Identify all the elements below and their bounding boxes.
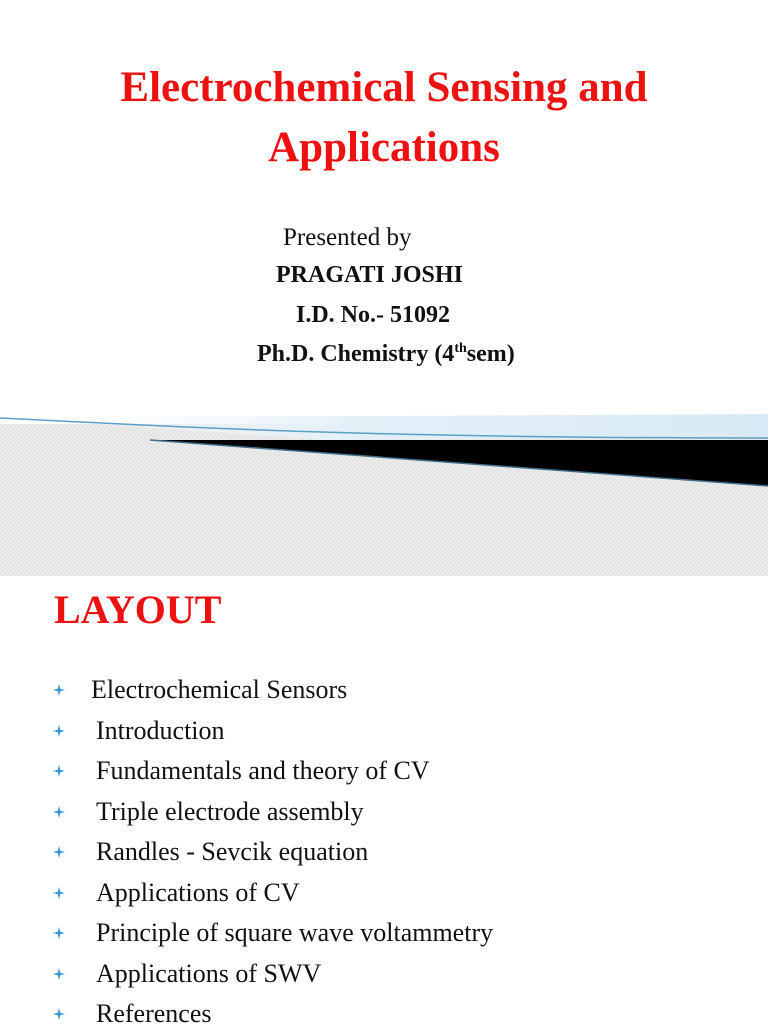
list-item-label: Applications of SWV <box>96 958 322 988</box>
list-item-label: Principle of square wave voltammetry <box>96 918 494 947</box>
list-item-label: References <box>96 999 212 1024</box>
list-item-label: Introduction <box>96 715 225 745</box>
presentation-title <box>0 58 768 178</box>
diamond-bullet-icon <box>53 1008 65 1020</box>
diamond-bullet-icon <box>53 684 65 696</box>
presenter-name: PRAGATI JOSHI <box>276 262 463 288</box>
decorative-swoosh <box>0 400 768 576</box>
layout-slide <box>0 576 768 1024</box>
program-superscript: th <box>454 341 467 356</box>
list-item-label: Triple electrode assembly <box>96 796 364 826</box>
diamond-bullet-icon <box>53 725 65 737</box>
title-line-2: Applications <box>268 124 500 171</box>
presenter-id: I.D. No.- 51092 <box>296 302 450 328</box>
list-item-label: Applications of CV <box>96 877 300 907</box>
diamond-bullet-icon <box>53 806 65 818</box>
list-item-label: Randles - Sevcik equation <box>96 837 369 866</box>
presenter-program <box>257 341 515 368</box>
title-line-1: Electrochemical Sensing and <box>120 64 648 111</box>
list-item-label: Electrochemical Sensors <box>91 675 348 704</box>
program-suffix: sem) <box>466 341 515 367</box>
program-prefix: Ph.D. Chemistry (4 <box>257 341 455 367</box>
diamond-bullet-icon <box>53 765 65 777</box>
list-item-label: Fundamentals and theory of CV <box>96 756 430 785</box>
diamond-bullet-icon <box>53 887 65 899</box>
diamond-bullet-icon <box>53 846 65 858</box>
presented-by-label: Presented by <box>283 224 412 251</box>
layout-heading: LAYOUT <box>54 587 222 632</box>
diamond-bullet-icon <box>53 968 65 980</box>
diamond-bullet-icon <box>53 927 65 939</box>
